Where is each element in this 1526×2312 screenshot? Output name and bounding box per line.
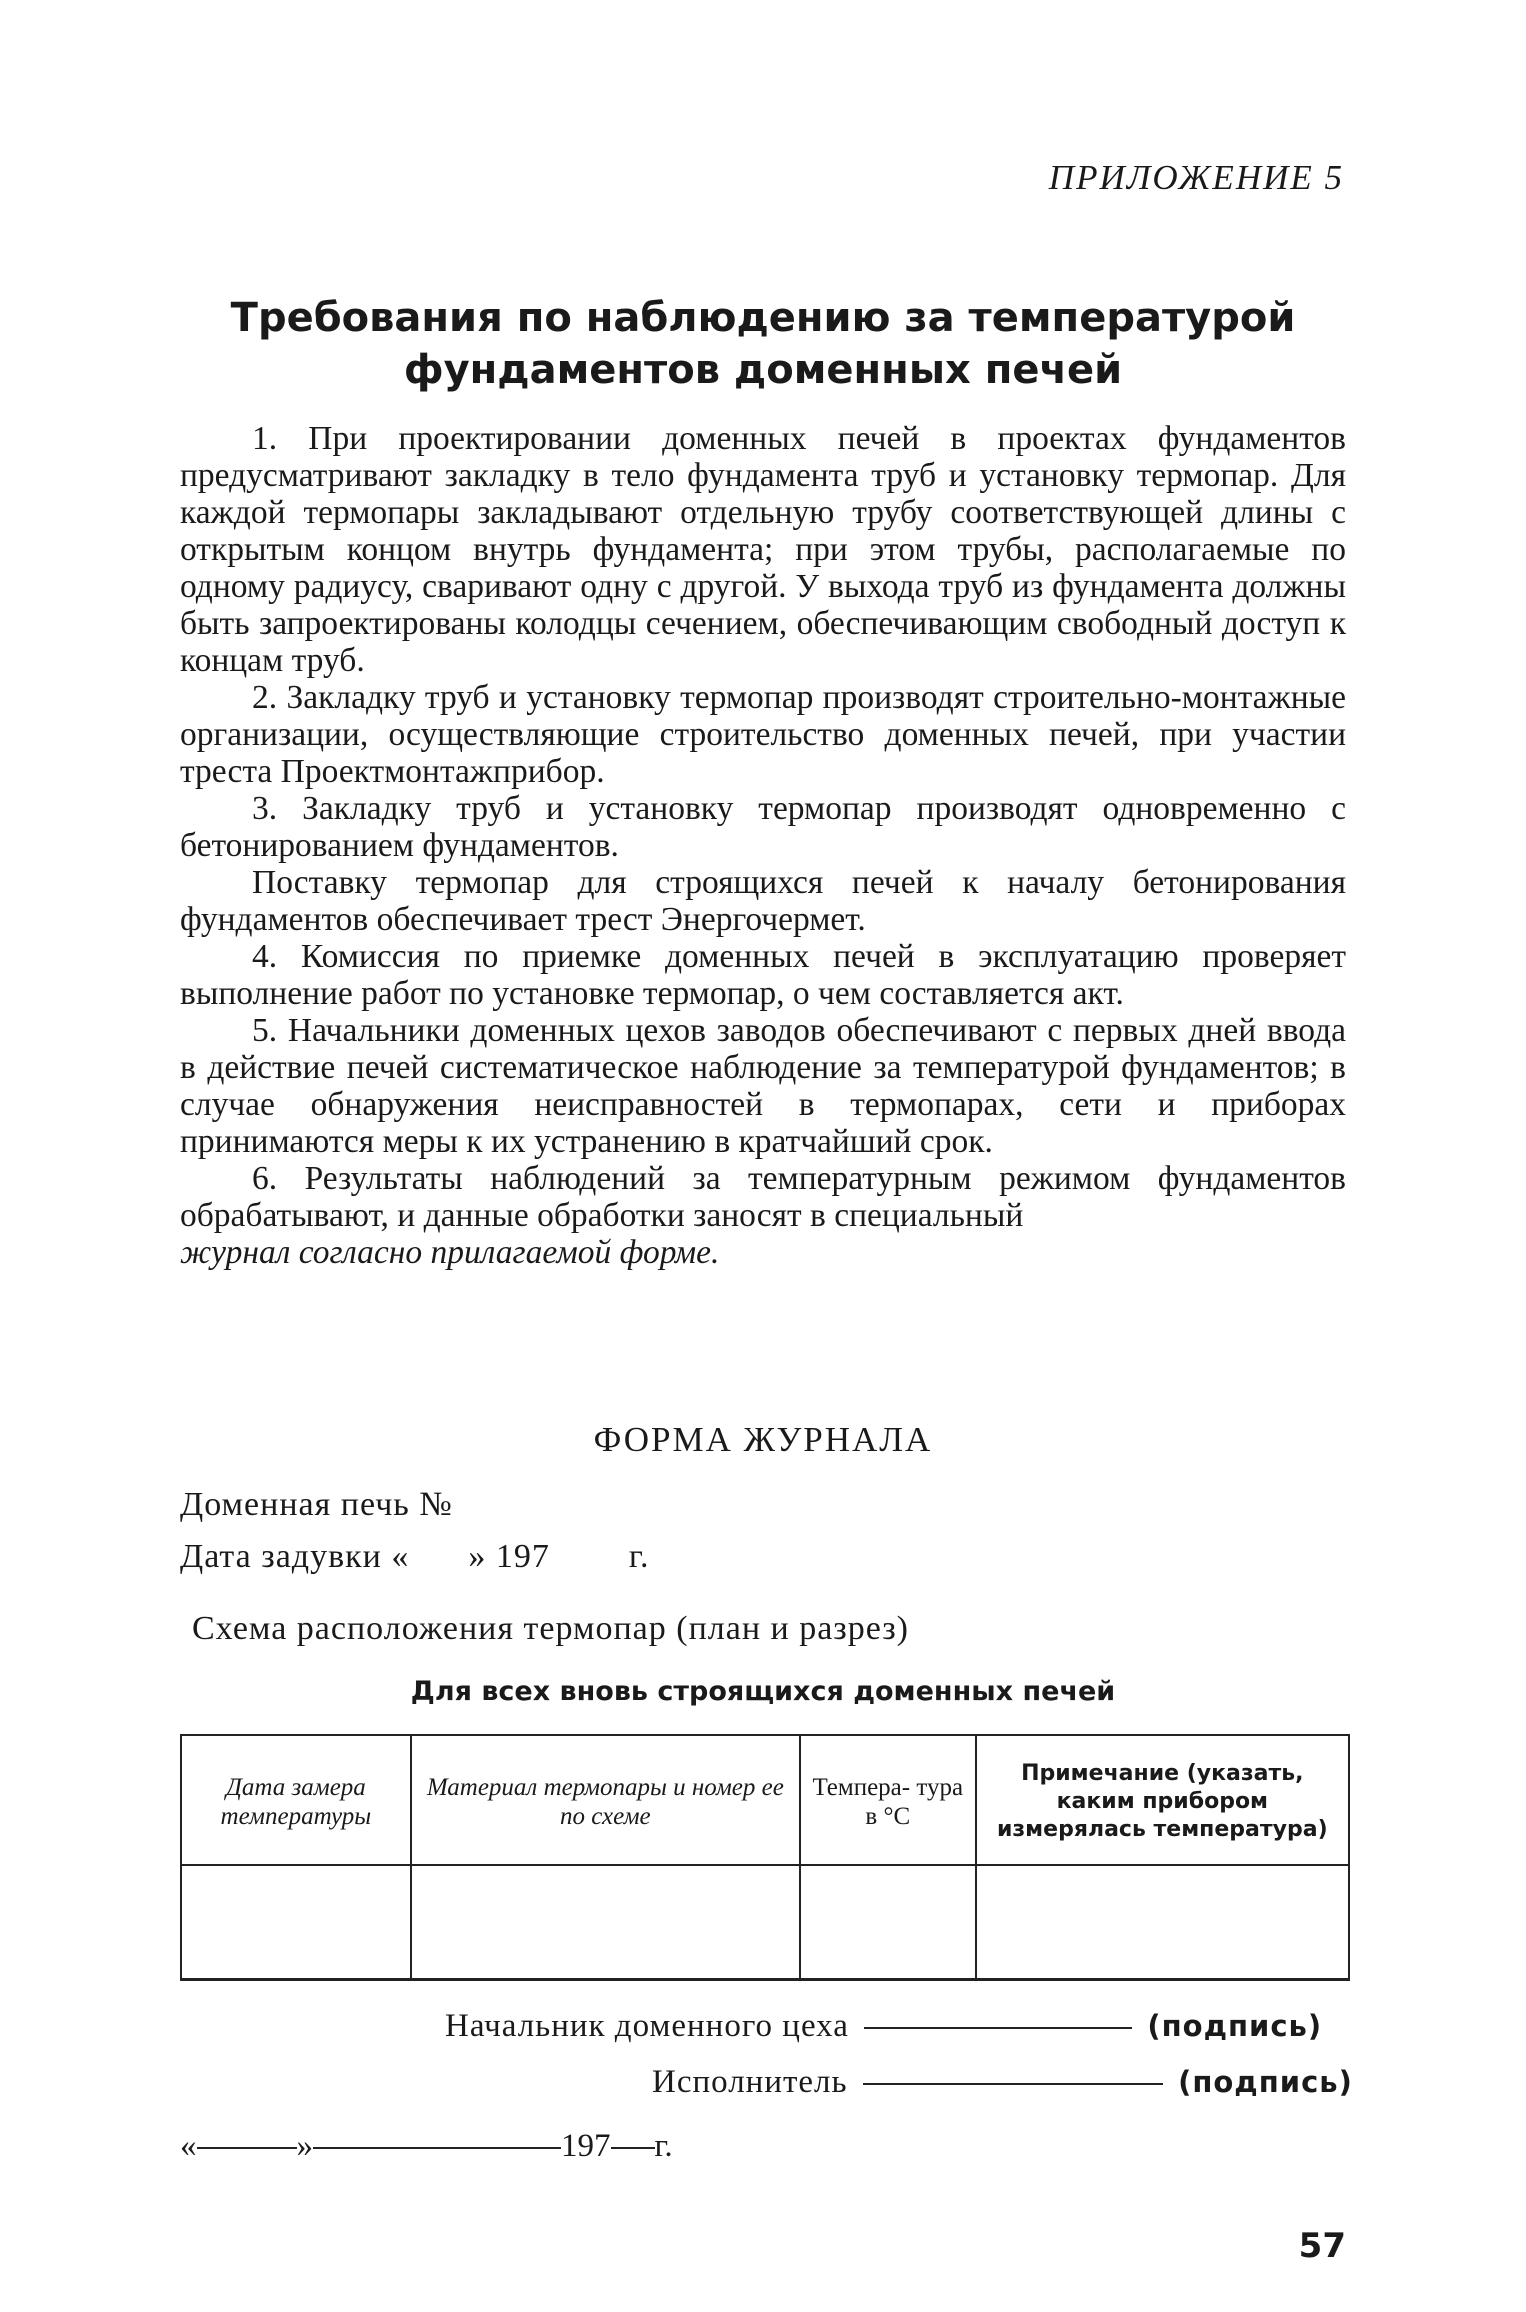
column-header-temperature: Темпера- тура в °С xyxy=(800,1735,976,1865)
date-close-quote: » xyxy=(296,2128,313,2164)
requirements-text xyxy=(180,420,1346,1271)
paragraph-4: 4. Комиссия по приемке доменных печей в эксплуатацию проверяет выполнение работ по установке термопар, о чем составляется акт. xyxy=(180,938,1346,1012)
table-caption: Для всех вновь строящихся доменных печей xyxy=(410,1676,1116,1707)
date-month-blank xyxy=(313,2147,561,2149)
paragraph-3-supply: Поставку термопар для строящихся печей к началу бетонирования фундаментов обеспечивает трест Энергочермет. xyxy=(180,864,1346,938)
appendix-label: ПРИЛОЖЕНИЕ 5 xyxy=(1048,158,1344,197)
blowin-year: » 197 xyxy=(468,1538,550,1575)
table-row xyxy=(181,1865,1349,1980)
paragraph-6-end: журнал согласно прилагаемой форме. xyxy=(180,1234,720,1271)
date-year-blank xyxy=(611,2147,655,2149)
table-header-row xyxy=(181,1735,1349,1865)
journal-table xyxy=(180,1734,1350,1981)
column-header-material: Материал термопары и номер ее по схеме xyxy=(411,1735,800,1865)
table-cell-date xyxy=(181,1865,411,1980)
paragraph-6: 6. Результаты наблюдений за температурным режимом фундаментов обрабатывают, и данные обработки заносят в специальный xyxy=(180,1160,1346,1234)
paragraph-1: 1. При проектировании доменных печей в проектах фундаментов предусматривают закладку в тело фундамента труб и установку термопар. Для каждой термопары закладывают отдельную трубу соответствующей длины с открытым концом внутрь фундамента; при этом трубы, располагаемые по одному радиусу, сваривают одну с другой. У выхода труб из фундамента должны быть запроектированы колодцы сечением, обеспечивающим свободный доступ к концам труб. xyxy=(180,420,1346,679)
paragraph-5: 5. Начальники доменных цехов заводов обеспечивают с первых дней ввода в действие печей систематическое наблюдение за температурой фундаментов; в случае обнаружения неисправностей в термопарах, сети и приборах принимаются меры к их устранению в кратчайший срок. xyxy=(180,1012,1346,1160)
form-title: ФОРМА ЖУРНАЛА xyxy=(593,1420,933,1459)
page-number: 57 xyxy=(1298,2226,1346,2266)
furnace-label: Доменная печь № xyxy=(180,1486,453,1523)
title-line-1: Требования по наблюдению за температурой xyxy=(230,295,1296,341)
chief-signature-blank xyxy=(864,2027,1132,2029)
paragraph-3: 3. Закладку труб и установку термопар производят одновременно с бетонированием фундаментов. xyxy=(180,790,1346,864)
title-line-2: фундаментов доменных печей xyxy=(403,347,1123,393)
blowin-g: г. xyxy=(628,1538,650,1575)
table-cell-note xyxy=(976,1865,1349,1980)
chief-signature-word: (подпись) xyxy=(1147,2009,1323,2043)
page-title xyxy=(180,292,1346,396)
date-open-quote: « xyxy=(180,2128,197,2164)
date-g: г. xyxy=(654,2128,673,2164)
paragraph-2: 2. Закладку труб и установку термопар производят строительно-монтажные организации, осуществляющие строительство доменных печей, при участии треста Проектмонтажприбор. xyxy=(180,679,1346,790)
blowin-date-line xyxy=(180,1538,649,1576)
executor-signature-line xyxy=(652,2064,1353,2101)
signature-date-line xyxy=(180,2128,673,2165)
table-cell-temperature xyxy=(800,1865,976,1980)
column-header-date: Дата замера температуры xyxy=(181,1735,411,1865)
executor-label: Исполнитель xyxy=(652,2064,848,2100)
column-header-note: Примечание (указать, каким прибором измерялась температура) xyxy=(976,1735,1349,1865)
date-day-blank xyxy=(197,2147,297,2149)
blowin-label: Дата задувки « xyxy=(180,1538,410,1575)
chief-signature-line xyxy=(445,2008,1322,2045)
furnace-number-line xyxy=(180,1486,453,1524)
executor-signature-word: (подпись) xyxy=(1178,2065,1353,2099)
executor-signature-blank xyxy=(863,2083,1163,2085)
chief-label: Начальник доменного цеха xyxy=(445,2008,849,2044)
scheme-line: Схема расположения термопар (план и разрез) xyxy=(192,1610,909,1647)
date-year: 197 xyxy=(561,2128,611,2164)
table-cell-material xyxy=(411,1865,800,1980)
